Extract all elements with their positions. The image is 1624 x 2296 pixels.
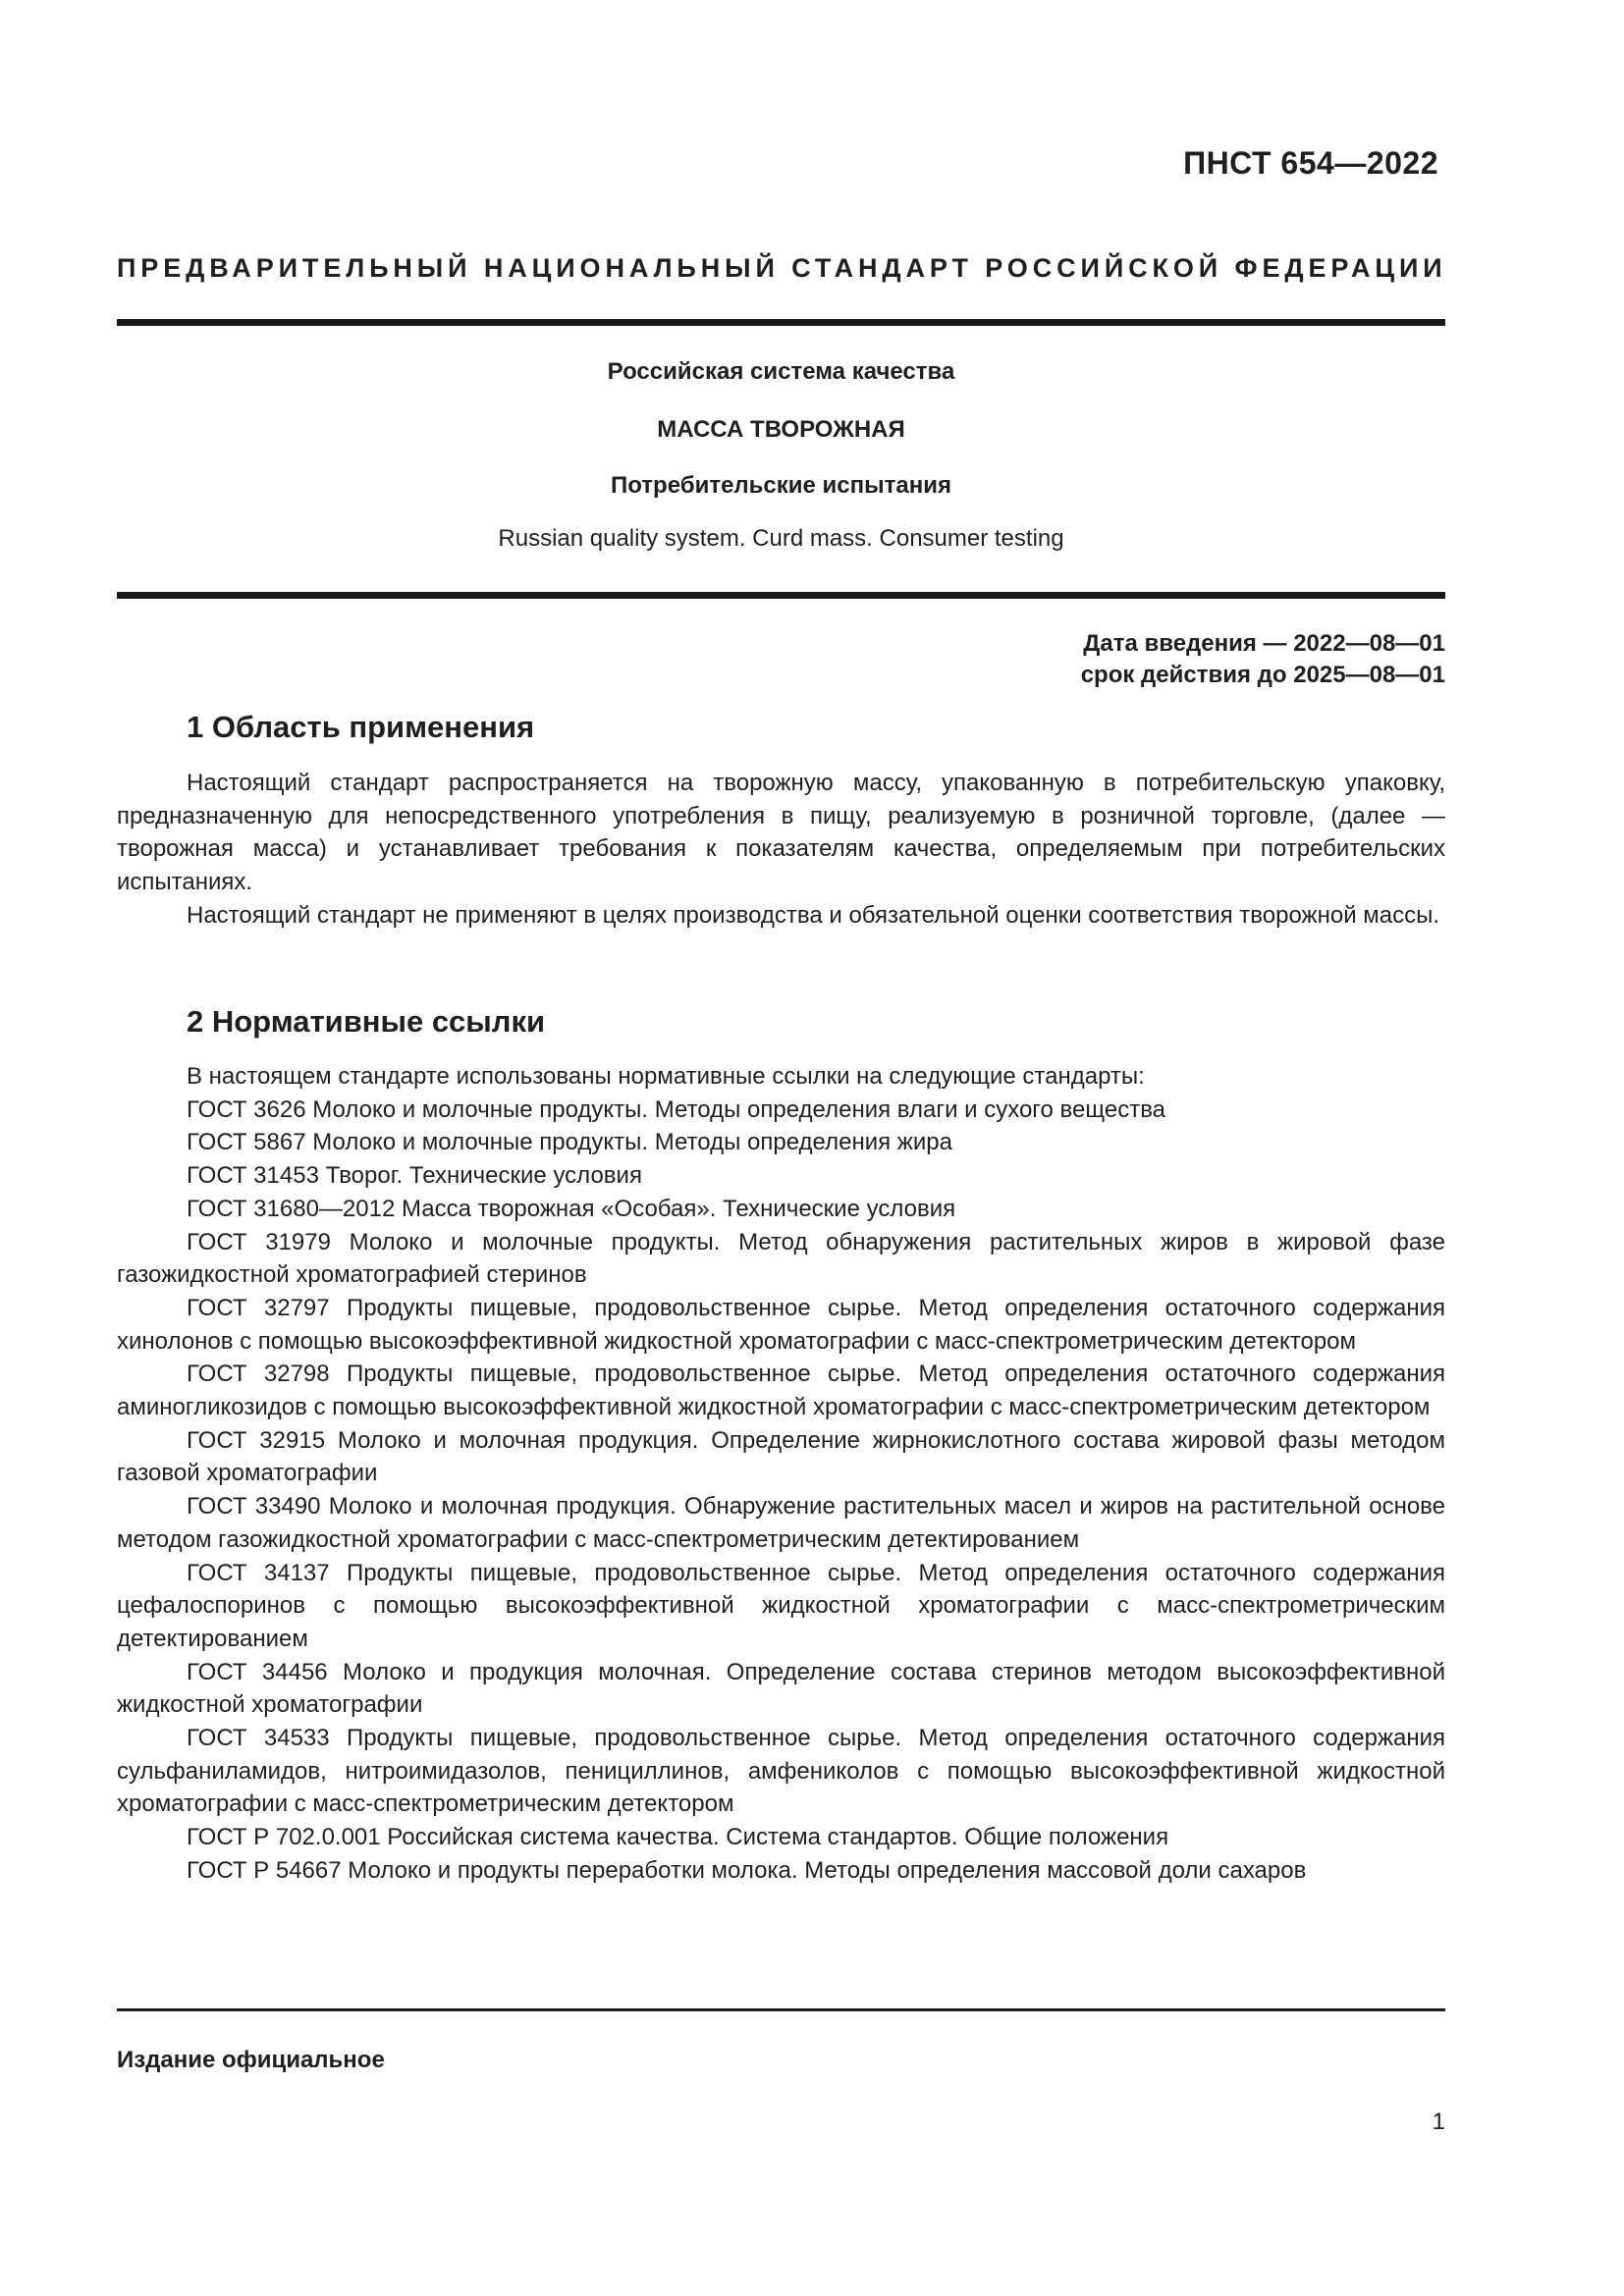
reference-item: ГОСТ 34533 Продукты пищевые, продовольственное сырье. Метод определения остаточного содержания сульфаниламидов, нитроимидазолов, пенициллинов, амфениколов с помощью высокоэффективной жидкостной хроматографии с масс-спектрометрическим детектором bbox=[117, 1725, 1445, 1818]
reference-item: ГОСТ 34456 Молоко и продукция молочная. Определение состава стеринов методом высокоэффективной жидкостной хроматографии bbox=[117, 1658, 1445, 1719]
validity-date: срок действия до 2025—08—01 bbox=[1080, 662, 1445, 688]
reference-item: ГОСТ 3626 Молоко и молочные продукты. Методы определения влаги и сухого вещества bbox=[187, 1095, 1166, 1123]
footer-divider bbox=[117, 2008, 1445, 2011]
paragraph: Настоящий стандарт распространяется на творожную массу, упакованную в потребительскую упаковку, предназначенную для непосредственного употребления в пищу, реализуемую в розничной торговле, (далее — творожная масса) и устанавливает требования к показателям качества, определяемым при потребительских испытаниях. bbox=[117, 770, 1445, 896]
introduction-date: Дата введения — 2022—08—01 bbox=[1083, 630, 1445, 657]
section-body-scope bbox=[117, 767, 1445, 933]
effective-dates bbox=[1081, 628, 1445, 691]
reference-item: ГОСТ 32798 Продукты пищевые, продовольственное сырье. Метод определения остаточного содержания аминогликозидов с помощью высокоэффективной жидкостной хроматографии с масс-спектрометрическим детектором bbox=[117, 1361, 1445, 1421]
reference-item: ГОСТ 5867 Молоко и молочные продукты. Методы определения жира bbox=[187, 1129, 952, 1156]
english-title: Russian quality system. Curd mass. Consumer testing bbox=[498, 525, 1064, 552]
standard-designation: ПНСТ 654—2022 bbox=[1183, 145, 1438, 181]
section-heading-scope: 1 Область применения bbox=[187, 710, 535, 744]
product-title: МАССА ТВОРОЖНАЯ bbox=[657, 416, 905, 443]
section-body-references bbox=[117, 1060, 1445, 1888]
system-title: Российская система качества bbox=[607, 358, 955, 385]
paragraph: В настоящем стандарте использованы нормативные ссылки на следующие стандарты: bbox=[187, 1063, 1145, 1090]
reference-item: ГОСТ Р 702.0.001 Российская система качества. Система стандартов. Общие положения bbox=[187, 1824, 1169, 1851]
title-divider bbox=[117, 592, 1445, 599]
reference-item: ГОСТ 31453 Творог. Технические условия bbox=[187, 1162, 642, 1190]
section-heading-references: 2 Нормативные ссылки bbox=[187, 1004, 546, 1039]
official-edition-label: Издание официальное bbox=[117, 2047, 385, 2073]
subject-title: Потребительские испытания bbox=[610, 472, 951, 499]
reference-item: ГОСТ 34137 Продукты пищевые, продовольственное сырье. Метод определения остаточного содержания цефалоспоринов с помощью высокоэффективной жидкостной хроматографии с масс-спектрометрическим детектированием bbox=[117, 1559, 1445, 1652]
reference-item: ГОСТ 31979 Молоко и молочные продукты. Метод обнаружения растительных жиров в жировой фазе газожидкостной хроматографией стеринов bbox=[117, 1228, 1445, 1289]
reference-item: ГОСТ 31680—2012 Масса творожная «Особая». Технические условия bbox=[187, 1195, 956, 1222]
reference-item: ГОСТ 32915 Молоко и молочная продукция. Определение жирнокислотного состава жировой фазы методом газовой хроматографии bbox=[117, 1426, 1445, 1487]
paragraph: Настоящий стандарт не применяют в целях производства и обязательной оценки соответствия творожной массы. bbox=[187, 901, 1440, 929]
reference-item: ГОСТ 32797 Продукты пищевые, продовольственное сырье. Метод определения остаточного содержания хинолонов с помощью высокоэффективной жидкостной хроматографии с масс-спектрометрическим детектором bbox=[117, 1294, 1445, 1355]
top-divider bbox=[117, 319, 1445, 326]
reference-item: ГОСТ 33490 Молоко и молочная продукция. Обнаружение растительных масел и жиров на растительной основе методом газожидкостной хроматографии с масс-спектрометрическим детектированием bbox=[117, 1493, 1445, 1553]
page-number: 1 bbox=[1432, 2109, 1445, 2135]
reference-item: ГОСТ Р 54667 Молоко и продукты переработки молока. Методы определения массовой доли сахаров bbox=[187, 1856, 1307, 1884]
national-standard-title: ПРЕДВАРИТЕЛЬНЫЙ НАЦИОНАЛЬНЫЙ СТАНДАРТ РОССИЙСКОЙ ФЕДЕРАЦИИ bbox=[117, 253, 1447, 283]
